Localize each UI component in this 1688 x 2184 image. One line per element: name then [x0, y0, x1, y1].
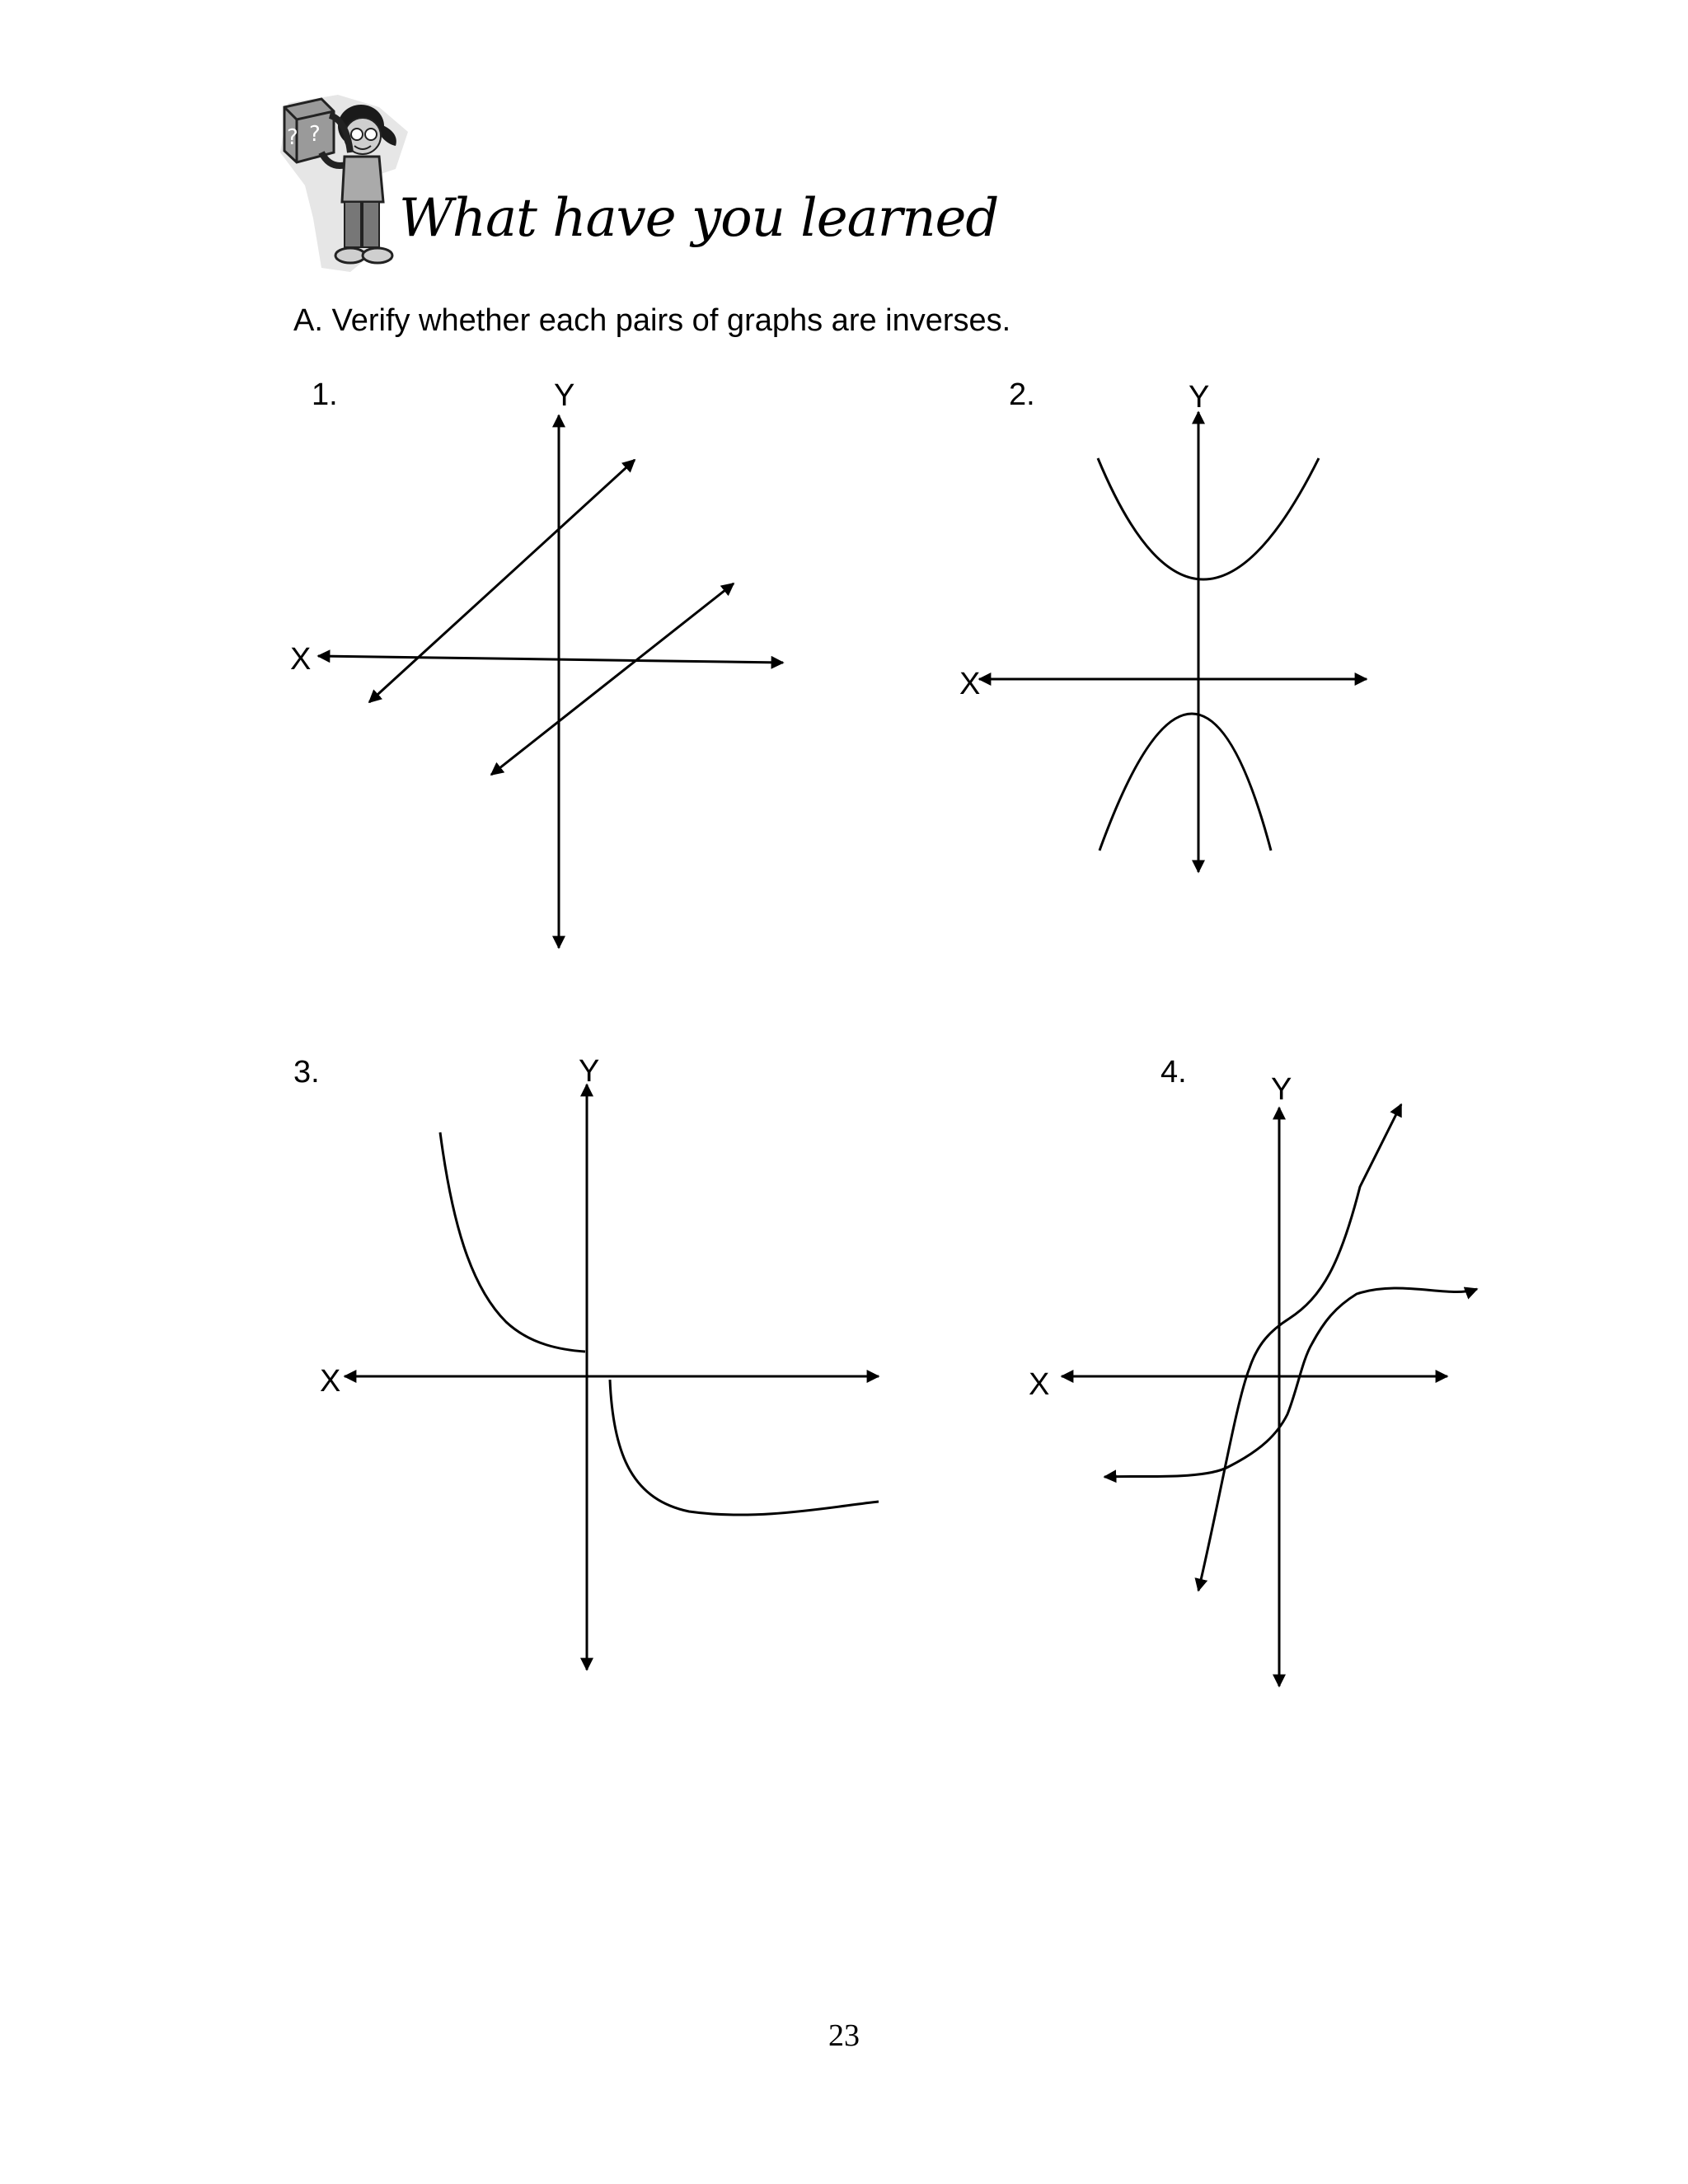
graph-2	[979, 412, 1367, 872]
question-number-2: 2.	[1009, 377, 1035, 412]
graph-4-y-label: Y	[1271, 1072, 1292, 1107]
graph-1-x-axis	[318, 656, 783, 663]
graph-1-x-label: X	[290, 642, 312, 677]
graph-2-lower-parabola	[1100, 714, 1271, 851]
graph-3-x-label: X	[320, 1364, 341, 1399]
graph-1	[318, 415, 783, 948]
question-number-3: 3.	[293, 1055, 320, 1090]
graph-1-line-b	[491, 583, 734, 775]
graph-1-line-a	[369, 460, 635, 702]
graph-2-upper-parabola	[1098, 458, 1319, 579]
section-title: What have you learned	[399, 188, 999, 249]
graph-4-x-label: X	[1029, 1367, 1050, 1402]
question-number-1: 1.	[312, 377, 338, 412]
instruction: A. Verify whether each pairs of graphs are inverses.	[293, 303, 1011, 338]
graph-4	[1062, 1104, 1477, 1686]
svg-text:?: ?	[309, 122, 321, 147]
page-number: 23	[828, 2018, 860, 2053]
question-number-4: 4.	[1160, 1055, 1187, 1090]
graph-2-x-label: X	[959, 667, 981, 701]
graph-2-y-label: Y	[1189, 380, 1210, 415]
graph-1-y-label: Y	[554, 378, 575, 413]
svg-text:?: ?	[287, 125, 298, 150]
graph-3-y-label: Y	[579, 1054, 600, 1089]
graph-4-curve-steep	[1198, 1104, 1401, 1591]
graph-3-curve-lower-right	[610, 1380, 879, 1515]
graph-3-curve-upper-left	[440, 1132, 585, 1352]
graph-3	[345, 1085, 879, 1670]
